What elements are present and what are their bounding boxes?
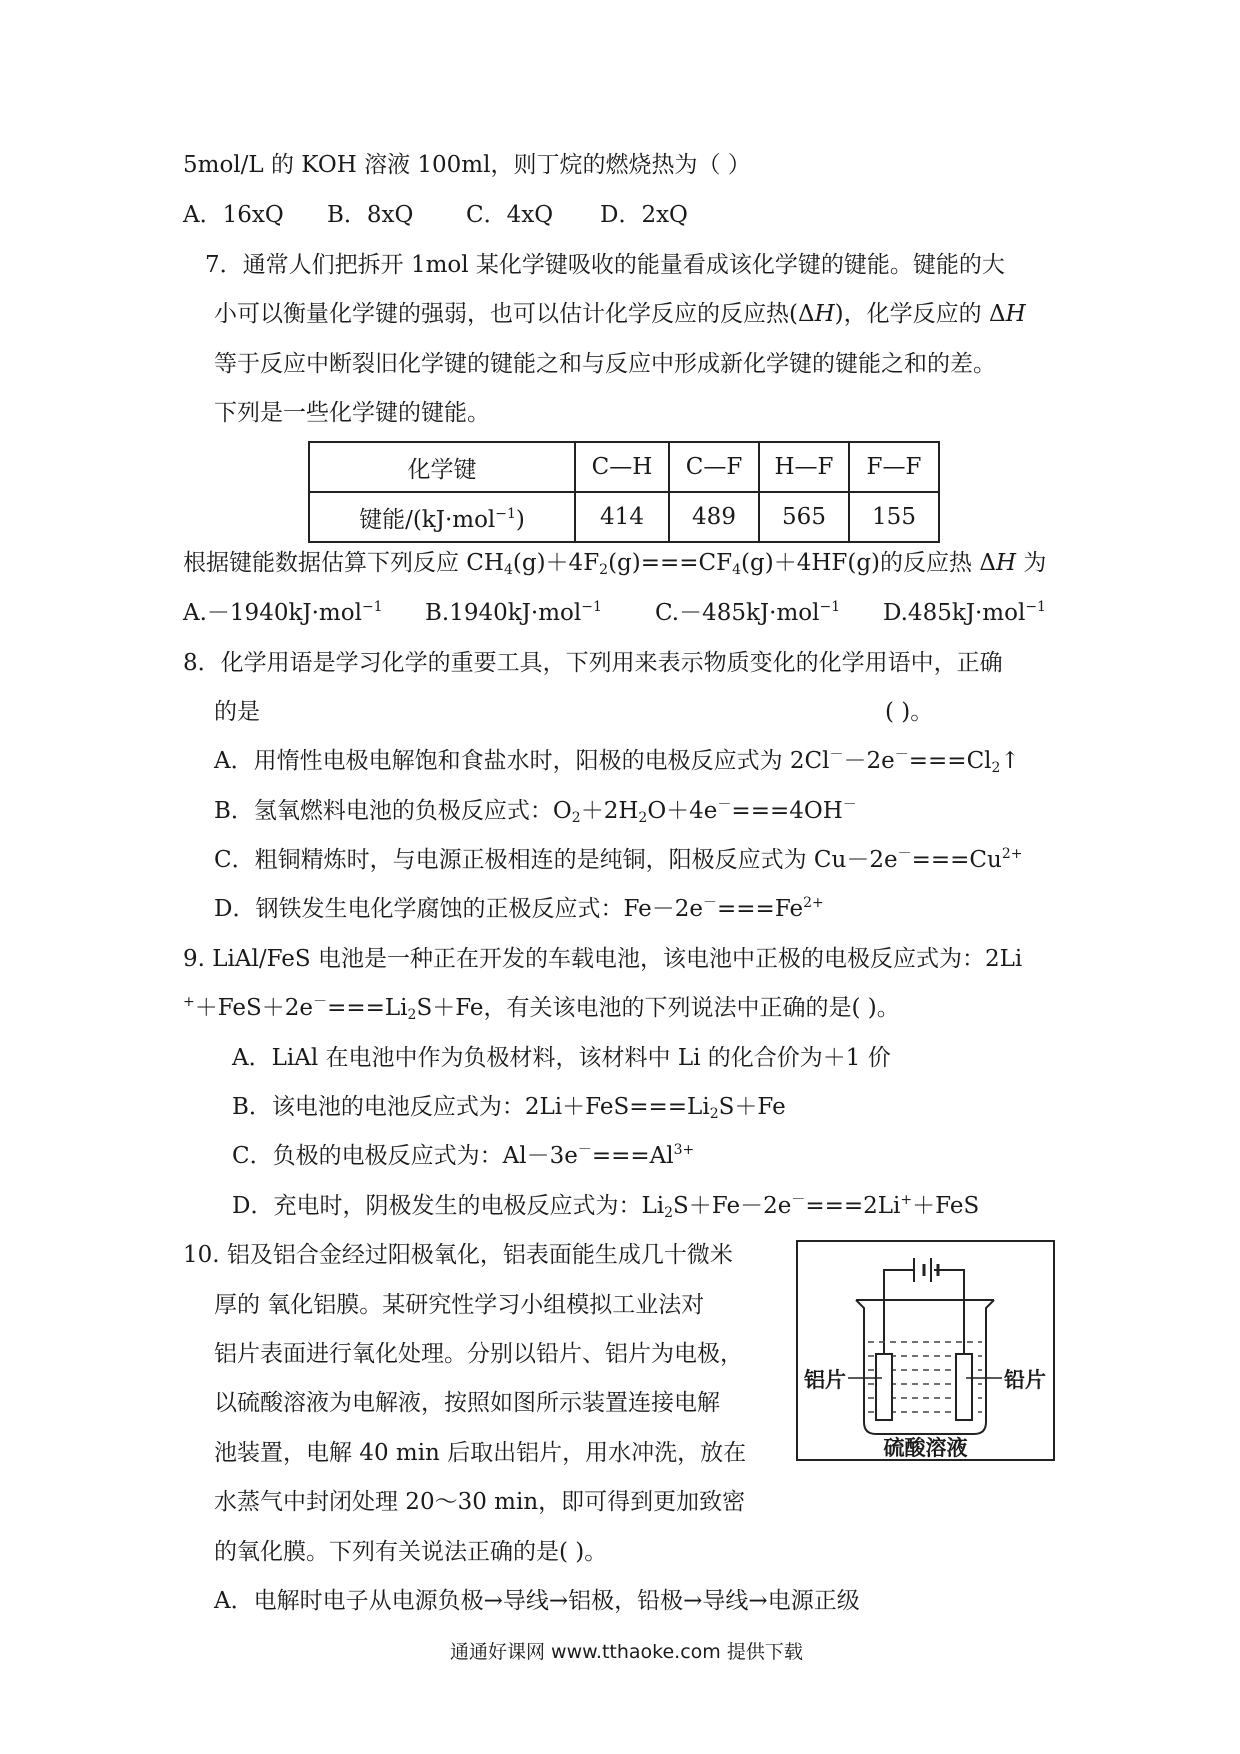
q7-line-4: 下列是一些化学键的键能。 bbox=[214, 400, 490, 426]
aluminum-label: 铝片 bbox=[804, 1367, 846, 1392]
bond-energy-table bbox=[308, 441, 940, 543]
q8-option-d: D．钢铁发生电化学腐蚀的正极反应式：$Fe-2e^-===Fe^{2+}$ bbox=[214, 895, 824, 922]
q7-option-c: C.－485kJ·mol$^{-1}$ bbox=[655, 599, 841, 626]
q9-option-b: B．该电池的电池反应式为：$2Li+FeS===Li_2S+Fe$ bbox=[232, 1094, 786, 1122]
table-cell: 155 bbox=[849, 492, 939, 542]
q10-line-6: 水蒸气中封闭处理 20～30 min，即可得到更加致密 bbox=[214, 1489, 746, 1515]
q9-line-1: 9. LiAl/FeS 电池是一种正在开发的车载电池，该电池中正极的电极反应式为：2Li bbox=[183, 946, 1023, 972]
table-row-label: 键能/(kJ·mol$^{-1}$) bbox=[309, 492, 575, 542]
q7-option-d: D.485kJ·mol$^{-1}$ bbox=[883, 599, 1046, 626]
q10-line-3: 铝片表面进行氧化处理。分别以铅片、铝片为电极， bbox=[214, 1341, 743, 1367]
q6-option-b: B．8xQ bbox=[327, 202, 414, 228]
table-header-cell: C—H bbox=[575, 442, 669, 492]
q6-tail: 5mol/L 的 KOH 溶液 100ml，则丁烷的燃烧热为（ ） bbox=[183, 152, 751, 178]
lead-label: 铅片 bbox=[1004, 1367, 1046, 1392]
electrolysis-figure bbox=[796, 1240, 1055, 1461]
table-cell: 414 bbox=[575, 492, 669, 542]
q6-option-d: D．2xQ bbox=[600, 202, 688, 228]
q10-line-1: 10. 铝及铝合金经过阳极氧化，铝表面能生成几十微米 bbox=[183, 1242, 733, 1268]
q8-option-b: B．氢氧燃料电池的负极反应式：$O_2+2H_2O+4e^-===4OH^-$ bbox=[214, 797, 857, 826]
solution-caption: 硫酸溶液 bbox=[883, 1435, 968, 1460]
table-row bbox=[309, 492, 939, 542]
q9-option-d: D．充电时，阴极发生的电极反应式为：$Li_2S+Fe-2e^-===2Li^++FeS$ bbox=[232, 1192, 980, 1221]
q8-option-c: C．粗铜精炼时，与电源正极相连的是纯铜，阳极反应式为 $Cu-2e^-===Cu^{2+}$ bbox=[214, 846, 1023, 873]
table-cell: 565 bbox=[759, 492, 849, 542]
q8-option-a: A．用惰性电极电解饱和食盐水时，阳极的电极反应式为 $2Cl^--2e^-===Cl_2↑$ bbox=[214, 747, 1020, 776]
q10-line-4: 以硫酸溶液为电解液，按照如图所示装置连接电解 bbox=[214, 1390, 720, 1416]
battery-circuit bbox=[884, 1258, 964, 1354]
q10-line-2: 厚的 氧化铝膜。某研究性学习小组模拟工业法对 bbox=[214, 1292, 705, 1318]
q7-line-1: 7．通常人们把拆开 1mol 某化学键吸收的能量看成该化学键的键能。键能的大 bbox=[205, 252, 1005, 278]
q7-option-b: B.1940kJ·mol$^{-1}$ bbox=[425, 599, 602, 626]
q9-option-a: A．LiAl 在电池中作为负极材料，该材料中 Li 的化合价为＋1 价 bbox=[232, 1045, 891, 1071]
q10-option-a: A．电解时电子从电源负极→导线→铝极，铅极→导线→电源正级 bbox=[214, 1588, 860, 1614]
table-header-cell: C—F bbox=[669, 442, 759, 492]
table-header-cell: H—F bbox=[759, 442, 849, 492]
q7-question: 根据键能数据估算下列反应 $CH_4(g)+4F_2(g)===CF_4(g)+4HF(g)$的反应热 ΔH 为 bbox=[183, 550, 1047, 578]
q6-option-a: A．16xQ bbox=[183, 202, 284, 228]
q8-answer-paren: ( )。 bbox=[885, 699, 934, 725]
footer-credit: 通通好课网 www.tthaoke.com 提供下载 bbox=[450, 1641, 803, 1663]
table-header-row bbox=[309, 442, 939, 492]
q7-option-a: A.－1940kJ·mol$^{-1}$ bbox=[183, 599, 383, 626]
q8-line-2: 的是 bbox=[214, 699, 260, 725]
table-header-cell: 化学键 bbox=[309, 442, 575, 492]
aluminum-electrode bbox=[876, 1354, 892, 1420]
q9-line-2: $^++FeS+2e^-===Li_2S+Fe$，有关该电池的下列说法中正确的是( )。 bbox=[183, 994, 900, 1023]
table-cell: 489 bbox=[669, 492, 759, 542]
q10-line-5: 池装置，电解 40 min 后取出铝片，用水冲洗，放在 bbox=[214, 1440, 747, 1466]
q7-line-3: 等于反应中断裂旧化学键的键能之和与反应中形成新化学键的键能之和的差。 bbox=[214, 351, 996, 377]
q9-option-c: C．负极的电极反应式为：$Al-3e^-===Al^{3+}$ bbox=[232, 1142, 695, 1169]
q6-option-c: C．4xQ bbox=[466, 202, 554, 228]
q10-line-7: 的氧化膜。下列有关说法正确的是( )。 bbox=[214, 1539, 608, 1565]
q7-line-2: 小可以衡量化学键的强弱，也可以估计化学反应的反应热(ΔH)，化学反应的 ΔH bbox=[214, 301, 1026, 327]
lead-electrode bbox=[956, 1354, 972, 1420]
electrolysis-diagram bbox=[798, 1242, 1053, 1459]
q8-line-1: 8．化学用语是学习化学的重要工具，下列用来表示物质变化的化学用语中，正确 bbox=[183, 650, 1003, 676]
table-header-cell: F—F bbox=[849, 442, 939, 492]
